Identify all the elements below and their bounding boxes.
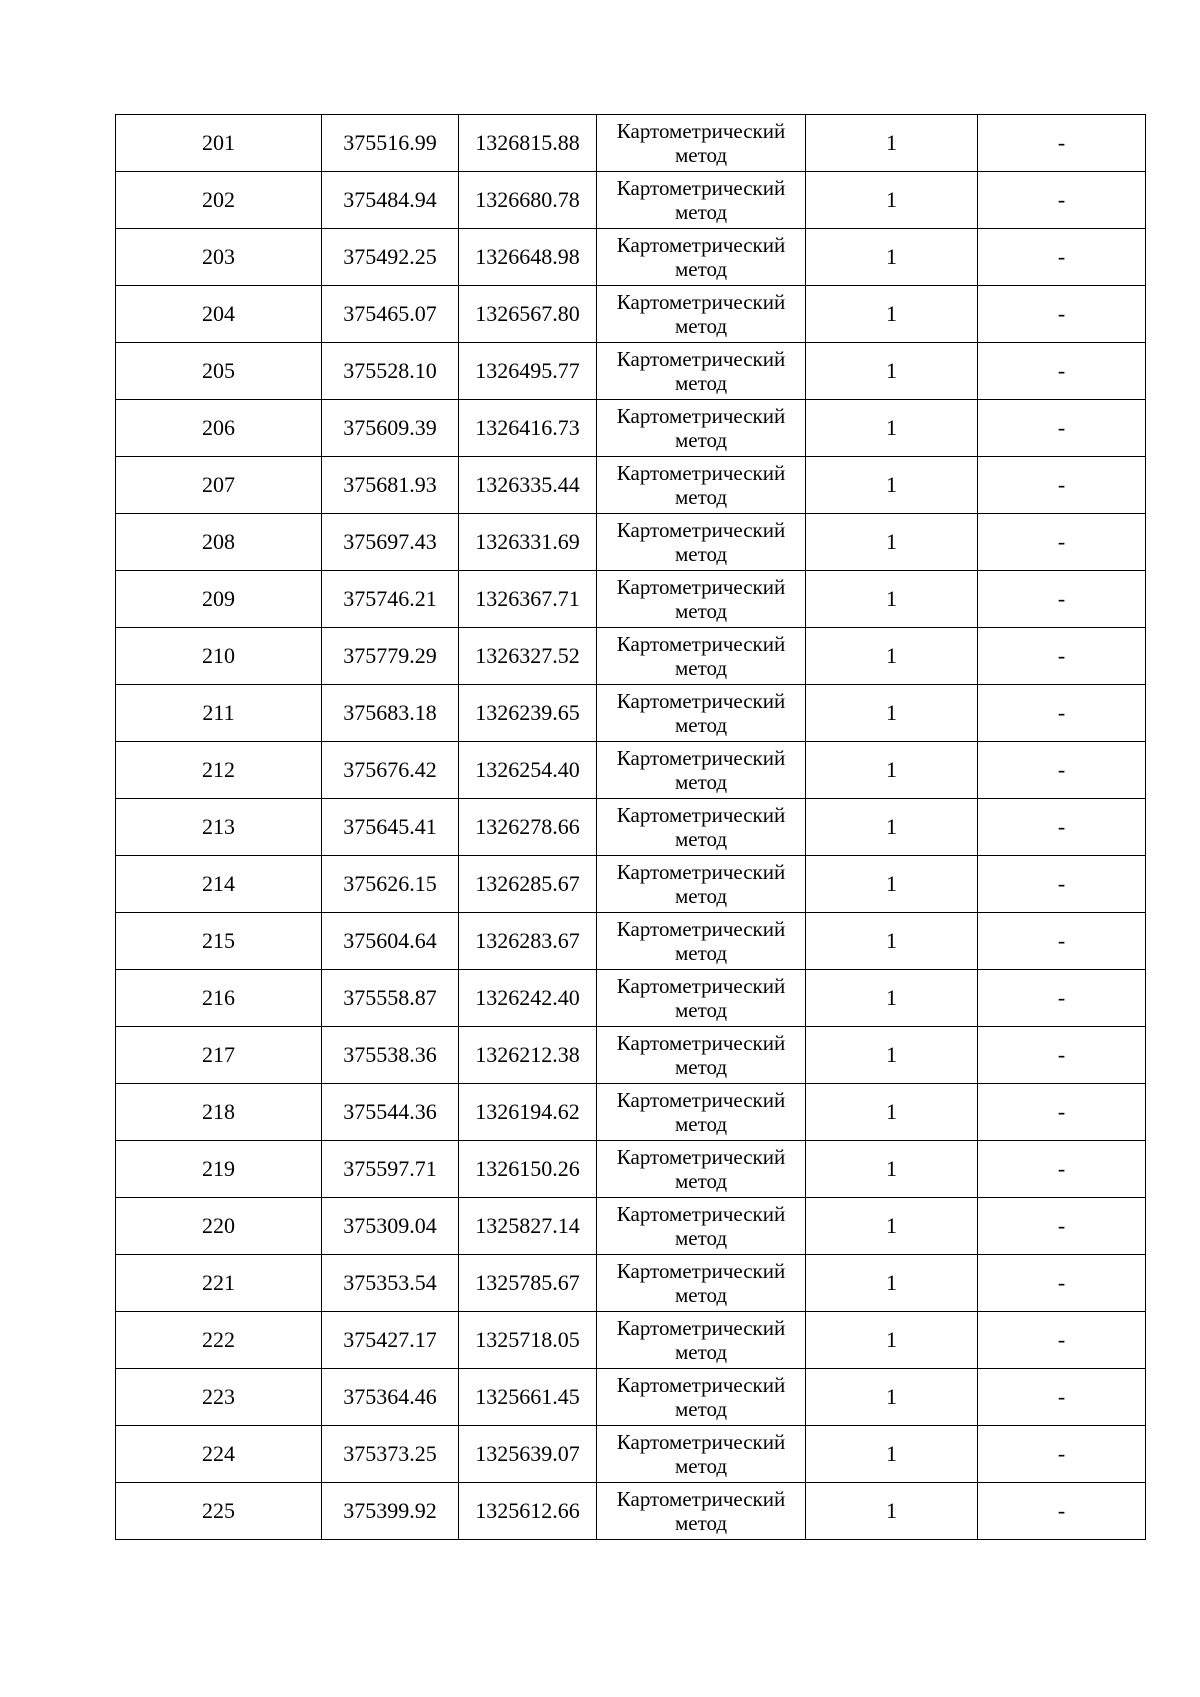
- method-cell: [597, 799, 806, 856]
- method-line-1: Картометрический: [616, 1031, 786, 1055]
- y-coordinate-cell: 1326495.77: [459, 343, 597, 400]
- y-coordinate-cell: 1325785.67: [459, 1255, 597, 1312]
- method-cell: [597, 172, 806, 229]
- method-cell: [597, 1369, 806, 1426]
- point-number-cell: 217: [116, 1027, 322, 1084]
- method-line-1: Картометрический: [616, 404, 786, 428]
- point-number-cell: 216: [116, 970, 322, 1027]
- y-coordinate-cell: 1326331.69: [459, 514, 597, 571]
- point-number-cell: 221: [116, 1255, 322, 1312]
- x-coordinate-cell: 375676.42: [322, 742, 459, 799]
- method-line-1: Картометрический: [616, 518, 786, 542]
- accuracy-cell: 1: [806, 343, 978, 400]
- point-number-cell: 214: [116, 856, 322, 913]
- note-cell: -: [978, 1426, 1146, 1483]
- note-cell: -: [978, 343, 1146, 400]
- table-row: [116, 742, 1146, 799]
- table-row: [116, 1141, 1146, 1198]
- y-coordinate-cell: 1326680.78: [459, 172, 597, 229]
- y-coordinate-cell: 1326648.98: [459, 229, 597, 286]
- method-line-1: Картометрический: [616, 233, 786, 257]
- table-row: [116, 1027, 1146, 1084]
- method-line-2: метод: [674, 599, 728, 623]
- x-coordinate-cell: 375538.36: [322, 1027, 459, 1084]
- table-row: [116, 343, 1146, 400]
- method-line-1: Картометрический: [616, 917, 786, 941]
- note-cell: -: [978, 742, 1146, 799]
- note-cell: -: [978, 1255, 1146, 1312]
- y-coordinate-cell: 1326212.38: [459, 1027, 597, 1084]
- method-line-1: Картометрический: [616, 746, 786, 770]
- table-row: [116, 1426, 1146, 1483]
- method-line-1: Картометрический: [616, 803, 786, 827]
- method-cell: [597, 1084, 806, 1141]
- method-cell: [597, 1312, 806, 1369]
- note-cell: -: [978, 286, 1146, 343]
- method-line-2: метод: [674, 1454, 728, 1478]
- point-number-cell: 225: [116, 1483, 322, 1540]
- method-line-2: метод: [674, 485, 728, 509]
- method-cell: [597, 628, 806, 685]
- method-cell: [597, 343, 806, 400]
- point-number-cell: 218: [116, 1084, 322, 1141]
- method-line-2: метод: [674, 371, 728, 395]
- note-cell: -: [978, 115, 1146, 172]
- method-line-2: метод: [674, 428, 728, 452]
- accuracy-cell: 1: [806, 1027, 978, 1084]
- method-line-1: Картометрический: [616, 461, 786, 485]
- x-coordinate-cell: 375484.94: [322, 172, 459, 229]
- x-coordinate-cell: 375609.39: [322, 400, 459, 457]
- note-cell: -: [978, 1198, 1146, 1255]
- point-number-cell: 213: [116, 799, 322, 856]
- y-coordinate-cell: 1326367.71: [459, 571, 597, 628]
- accuracy-cell: 1: [806, 742, 978, 799]
- y-coordinate-cell: 1326194.62: [459, 1084, 597, 1141]
- note-cell: -: [978, 1369, 1146, 1426]
- table-row: [116, 856, 1146, 913]
- x-coordinate-cell: 375399.92: [322, 1483, 459, 1540]
- table-row: [116, 229, 1146, 286]
- y-coordinate-cell: 1326815.88: [459, 115, 597, 172]
- method-line-2: метод: [674, 713, 728, 737]
- table-row: [116, 799, 1146, 856]
- x-coordinate-cell: 375492.25: [322, 229, 459, 286]
- method-cell: [597, 115, 806, 172]
- x-coordinate-cell: 375353.54: [322, 1255, 459, 1312]
- method-cell: [597, 856, 806, 913]
- y-coordinate-cell: 1326327.52: [459, 628, 597, 685]
- method-line-1: Картометрический: [616, 1487, 786, 1511]
- x-coordinate-cell: 375779.29: [322, 628, 459, 685]
- x-coordinate-cell: 375544.36: [322, 1084, 459, 1141]
- y-coordinate-cell: 1325661.45: [459, 1369, 597, 1426]
- method-line-2: метод: [674, 1226, 728, 1250]
- method-line-2: метод: [674, 656, 728, 680]
- y-coordinate-cell: 1325639.07: [459, 1426, 597, 1483]
- table-row: [116, 571, 1146, 628]
- method-line-1: Картометрический: [616, 632, 786, 656]
- method-cell: [597, 1198, 806, 1255]
- table-row: [116, 1369, 1146, 1426]
- table-row: [116, 1483, 1146, 1540]
- y-coordinate-cell: 1326335.44: [459, 457, 597, 514]
- note-cell: -: [978, 970, 1146, 1027]
- point-number-cell: 201: [116, 115, 322, 172]
- method-cell: [597, 1027, 806, 1084]
- method-line-2: метод: [674, 257, 728, 281]
- y-coordinate-cell: 1326416.73: [459, 400, 597, 457]
- note-cell: -: [978, 913, 1146, 970]
- accuracy-cell: 1: [806, 1369, 978, 1426]
- method-line-2: метод: [674, 998, 728, 1022]
- method-line-1: Картометрический: [616, 1373, 786, 1397]
- table-row: [116, 1312, 1146, 1369]
- method-cell: [597, 1483, 806, 1540]
- method-line-1: Картометрический: [616, 1259, 786, 1283]
- x-coordinate-cell: 375746.21: [322, 571, 459, 628]
- method-cell: [597, 970, 806, 1027]
- method-cell: [597, 1426, 806, 1483]
- method-cell: [597, 913, 806, 970]
- method-line-1: Картометрический: [616, 347, 786, 371]
- table-row: [116, 628, 1146, 685]
- note-cell: -: [978, 628, 1146, 685]
- note-cell: -: [978, 172, 1146, 229]
- method-line-1: Картометрический: [616, 689, 786, 713]
- point-number-cell: 205: [116, 343, 322, 400]
- note-cell: -: [978, 514, 1146, 571]
- accuracy-cell: 1: [806, 1141, 978, 1198]
- method-line-1: Картометрический: [616, 1145, 786, 1169]
- point-number-cell: 212: [116, 742, 322, 799]
- method-line-1: Картометрический: [616, 176, 786, 200]
- table-row: [116, 514, 1146, 571]
- point-number-cell: 215: [116, 913, 322, 970]
- x-coordinate-cell: 375683.18: [322, 685, 459, 742]
- table-row: [116, 970, 1146, 1027]
- method-line-1: Картометрический: [616, 974, 786, 998]
- method-cell: [597, 1255, 806, 1312]
- point-number-cell: 224: [116, 1426, 322, 1483]
- x-coordinate-cell: 375516.99: [322, 115, 459, 172]
- method-cell: [597, 514, 806, 571]
- x-coordinate-cell: 375364.46: [322, 1369, 459, 1426]
- note-cell: -: [978, 799, 1146, 856]
- method-line-2: метод: [674, 1511, 728, 1535]
- accuracy-cell: 1: [806, 856, 978, 913]
- y-coordinate-cell: 1326239.65: [459, 685, 597, 742]
- y-coordinate-cell: 1326254.40: [459, 742, 597, 799]
- method-line-2: метод: [674, 1055, 728, 1079]
- method-line-1: Картометрический: [616, 1088, 786, 1112]
- point-number-cell: 222: [116, 1312, 322, 1369]
- y-coordinate-cell: 1326283.67: [459, 913, 597, 970]
- method-line-1: Картометрический: [616, 1430, 786, 1454]
- method-line-1: Картометрический: [616, 290, 786, 314]
- method-line-2: метод: [674, 200, 728, 224]
- method-line-1: Картометрический: [616, 860, 786, 884]
- accuracy-cell: 1: [806, 799, 978, 856]
- y-coordinate-cell: 1326567.80: [459, 286, 597, 343]
- note-cell: -: [978, 1483, 1146, 1540]
- point-number-cell: 208: [116, 514, 322, 571]
- method-cell: [597, 685, 806, 742]
- accuracy-cell: 1: [806, 1483, 978, 1540]
- accuracy-cell: 1: [806, 913, 978, 970]
- accuracy-cell: 1: [806, 685, 978, 742]
- note-cell: -: [978, 457, 1146, 514]
- method-cell: [597, 571, 806, 628]
- method-line-2: метод: [674, 941, 728, 965]
- accuracy-cell: 1: [806, 571, 978, 628]
- method-cell: [597, 1141, 806, 1198]
- point-number-cell: 203: [116, 229, 322, 286]
- accuracy-cell: 1: [806, 628, 978, 685]
- x-coordinate-cell: 375645.41: [322, 799, 459, 856]
- table-row: [116, 1198, 1146, 1255]
- x-coordinate-cell: 375697.43: [322, 514, 459, 571]
- method-line-1: Картометрический: [616, 119, 786, 143]
- point-number-cell: 219: [116, 1141, 322, 1198]
- table-row: [116, 457, 1146, 514]
- y-coordinate-cell: 1325827.14: [459, 1198, 597, 1255]
- table-row: [116, 685, 1146, 742]
- method-line-1: Картометрический: [616, 1316, 786, 1340]
- method-line-2: метод: [674, 1283, 728, 1307]
- method-line-2: метод: [674, 1169, 728, 1193]
- accuracy-cell: 1: [806, 1198, 978, 1255]
- point-number-cell: 206: [116, 400, 322, 457]
- note-cell: -: [978, 1027, 1146, 1084]
- table-row: [116, 1255, 1146, 1312]
- point-number-cell: 204: [116, 286, 322, 343]
- method-cell: [597, 286, 806, 343]
- method-line-2: метод: [674, 827, 728, 851]
- table-row: [116, 400, 1146, 457]
- point-number-cell: 202: [116, 172, 322, 229]
- point-number-cell: 210: [116, 628, 322, 685]
- x-coordinate-cell: 375604.64: [322, 913, 459, 970]
- table-row: [116, 913, 1146, 970]
- accuracy-cell: 1: [806, 229, 978, 286]
- method-line-2: метод: [674, 542, 728, 566]
- table-row: [116, 172, 1146, 229]
- note-cell: -: [978, 229, 1146, 286]
- y-coordinate-cell: 1326150.26: [459, 1141, 597, 1198]
- note-cell: -: [978, 856, 1146, 913]
- method-line-2: метод: [674, 1340, 728, 1364]
- accuracy-cell: 1: [806, 514, 978, 571]
- accuracy-cell: 1: [806, 115, 978, 172]
- note-cell: -: [978, 1312, 1146, 1369]
- y-coordinate-cell: 1326278.66: [459, 799, 597, 856]
- method-line-2: метод: [674, 314, 728, 338]
- note-cell: -: [978, 571, 1146, 628]
- point-number-cell: 209: [116, 571, 322, 628]
- coordinates-table-body: [116, 115, 1146, 1540]
- y-coordinate-cell: 1325718.05: [459, 1312, 597, 1369]
- accuracy-cell: 1: [806, 1426, 978, 1483]
- x-coordinate-cell: 375309.04: [322, 1198, 459, 1255]
- accuracy-cell: 1: [806, 400, 978, 457]
- accuracy-cell: 1: [806, 1255, 978, 1312]
- method-cell: [597, 400, 806, 457]
- method-line-2: метод: [674, 143, 728, 167]
- point-number-cell: 223: [116, 1369, 322, 1426]
- coordinates-table: [115, 114, 1146, 1540]
- method-cell: [597, 457, 806, 514]
- note-cell: -: [978, 1141, 1146, 1198]
- method-cell: [597, 229, 806, 286]
- method-line-2: метод: [674, 770, 728, 794]
- x-coordinate-cell: 375465.07: [322, 286, 459, 343]
- x-coordinate-cell: 375681.93: [322, 457, 459, 514]
- x-coordinate-cell: 375373.25: [322, 1426, 459, 1483]
- note-cell: -: [978, 685, 1146, 742]
- x-coordinate-cell: 375597.71: [322, 1141, 459, 1198]
- table-row: [116, 1084, 1146, 1141]
- method-line-2: метод: [674, 884, 728, 908]
- accuracy-cell: 1: [806, 457, 978, 514]
- table-row: [116, 286, 1146, 343]
- y-coordinate-cell: 1326242.40: [459, 970, 597, 1027]
- y-coordinate-cell: 1325612.66: [459, 1483, 597, 1540]
- y-coordinate-cell: 1326285.67: [459, 856, 597, 913]
- method-line-1: Картометрический: [616, 1202, 786, 1226]
- point-number-cell: 207: [116, 457, 322, 514]
- note-cell: -: [978, 400, 1146, 457]
- point-number-cell: 220: [116, 1198, 322, 1255]
- accuracy-cell: 1: [806, 1084, 978, 1141]
- x-coordinate-cell: 375427.17: [322, 1312, 459, 1369]
- accuracy-cell: 1: [806, 1312, 978, 1369]
- x-coordinate-cell: 375528.10: [322, 343, 459, 400]
- accuracy-cell: 1: [806, 970, 978, 1027]
- point-number-cell: 211: [116, 685, 322, 742]
- x-coordinate-cell: 375626.15: [322, 856, 459, 913]
- method-line-1: Картометрический: [616, 575, 786, 599]
- x-coordinate-cell: 375558.87: [322, 970, 459, 1027]
- accuracy-cell: 1: [806, 286, 978, 343]
- table-row: [116, 115, 1146, 172]
- note-cell: -: [978, 1084, 1146, 1141]
- method-line-2: метод: [674, 1112, 728, 1136]
- method-line-2: метод: [674, 1397, 728, 1421]
- method-cell: [597, 742, 806, 799]
- accuracy-cell: 1: [806, 172, 978, 229]
